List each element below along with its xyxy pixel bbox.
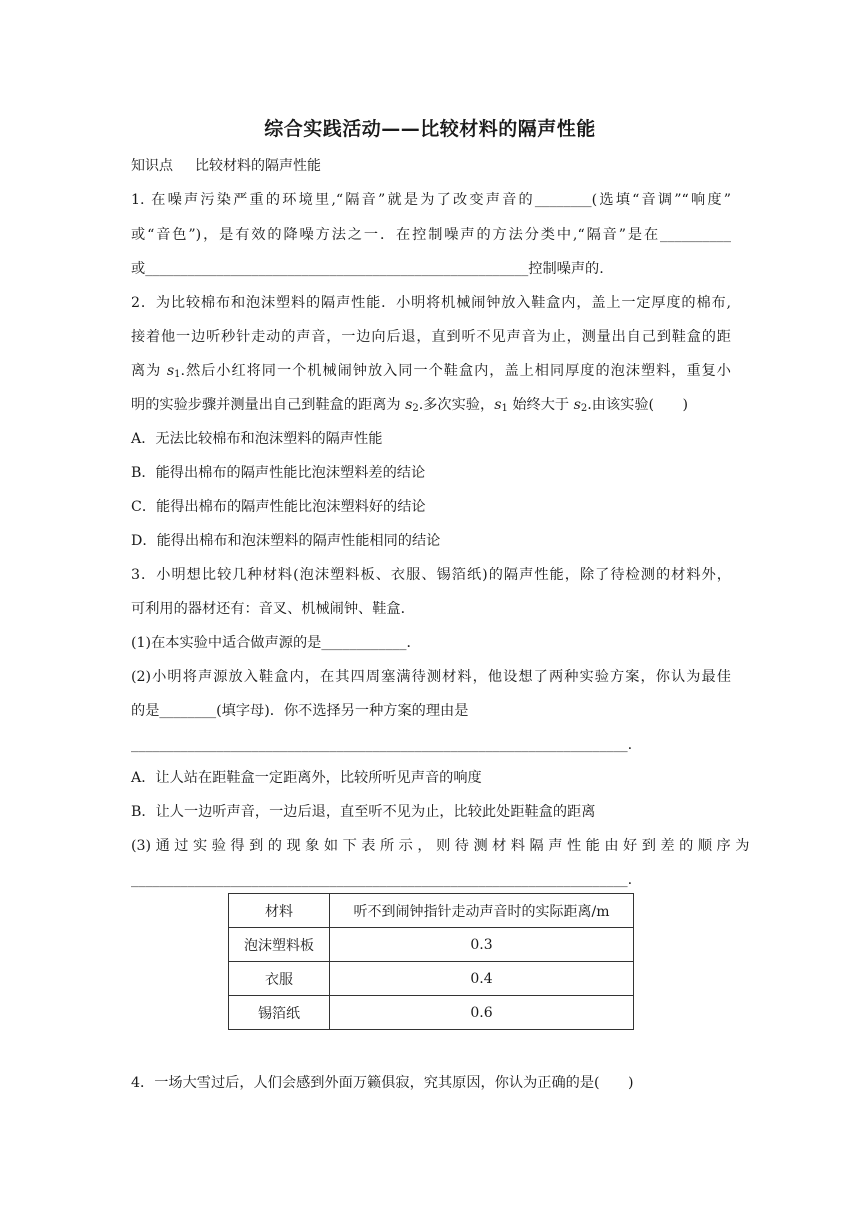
q2-line-4: 明的实验步骤并测量出自己到鞋盒的距离为 $s_2$.多次实验，$s_1$ 始终大于 $s_2$.由该实验( ) (131, 397, 688, 414)
q2-line-1: 2．为比较棉布和泡沫塑料的隔声性能．小明将机械闹钟放入鞋盒内，盖上一定厚度的棉布, (131, 295, 731, 311)
q3-sub2-answer-blank: ______________________________________________________________________. (131, 737, 633, 753)
q3-sub2-line-2: 的是________(填字母)．你不选择另一种方案的理由是 (131, 703, 469, 719)
q2-option-d: D．能得出棉布和泡沫塑料的隔声性能相同的结论 (131, 533, 441, 549)
q1-line-2: 或“音色”)，是有效的降噪方法之一．在控制噪声的方法分类中,“隔音”是在__________ (131, 227, 731, 243)
table-cell: 衣服 (229, 962, 330, 996)
table-cell: 泡沫塑料板 (229, 928, 330, 962)
q1-line-3: 或______________________________________________________控制噪声的. (131, 261, 604, 277)
table-cell: 0.4 (330, 962, 634, 996)
q3-sub3-line-1: (3) 通 过 实 验 得 到 的 现 象 如 下 表 所 示 ， 则 待 测 材 料 隔 声 性 能 由 好 到 差 的 顺 序 为 (131, 838, 750, 854)
q3-line-1: 3．小明想比较几种材料(泡沫塑料板、衣服、锡箔纸)的隔声性能，除了待检测的材料外， (131, 567, 731, 583)
knowledge-point-heading (131, 156, 321, 176)
table-row (229, 996, 634, 1030)
table-cell: 0.6 (330, 996, 634, 1030)
q2-line-3: 离为 $s_1$.然后小红将同一个机械闹钟放入同一个鞋盒内，盖上相同厚度的泡沫塑料，重复小 (131, 363, 731, 380)
table-header-cell: 听不到闹钟指针走动声音时的实际距离/m (330, 894, 634, 928)
q2-option-a: A．无法比较棉布和泡沫塑料的隔声性能 (131, 431, 383, 447)
q3-line-2: 可利用的器材还有：音叉、机械闹钟、鞋盒． (131, 601, 415, 617)
material-distance-table (228, 893, 634, 1030)
q2-option-c: C．能得出棉布的隔声性能比泡沫塑料好的结论 (131, 499, 426, 515)
q3-sub1: (1)在本实验中适合做声源的是____________． (131, 635, 421, 651)
q3-option-a: A．让人站在距鞋盒一定距离外，比较所听见声音的响度 (131, 770, 482, 786)
table-row (229, 928, 634, 962)
table-header-cell: 材料 (229, 894, 330, 928)
table-cell: 0.3 (330, 928, 634, 962)
table-header-row (229, 894, 634, 928)
q2-line-2: 接着他一边听秒针走动的声音，一边向后退，直到听不见声音为止，测量出自己到鞋盒的距 (131, 329, 731, 345)
knowledge-point-label: 知识点 (131, 158, 173, 174)
table-cell: 锡箔纸 (229, 996, 330, 1030)
q1-line-1: 1. 在噪声污染严重的环境里,“隔音”就是为了改变声音的________(选填“音调”“响度” (131, 192, 731, 208)
knowledge-point-topic: 比较材料的隔声性能 (195, 158, 321, 174)
q3-sub2-line-1: (2)小明将声源放入鞋盒内，在其四周塞满待测材料，他设想了两种实验方案，你认为最佳 (131, 669, 731, 685)
page-title: 综合实践活动——比较材料的隔声性能 (264, 118, 596, 140)
table-row (229, 962, 634, 996)
q3-option-b: B．让人一边听声音，一边后退，直至听不见为止，比较此处距鞋盒的距离 (131, 804, 596, 820)
q3-sub3-answer-blank: ______________________________________________________________________. (131, 872, 633, 888)
q2-option-b: B．能得出棉布的隔声性能比泡沫塑料差的结论 (131, 465, 426, 481)
q4-line-1: 4．一场大雪过后，人们会感到外面万籁俱寂，究其原因，你认为正确的是( ) (131, 1075, 634, 1091)
